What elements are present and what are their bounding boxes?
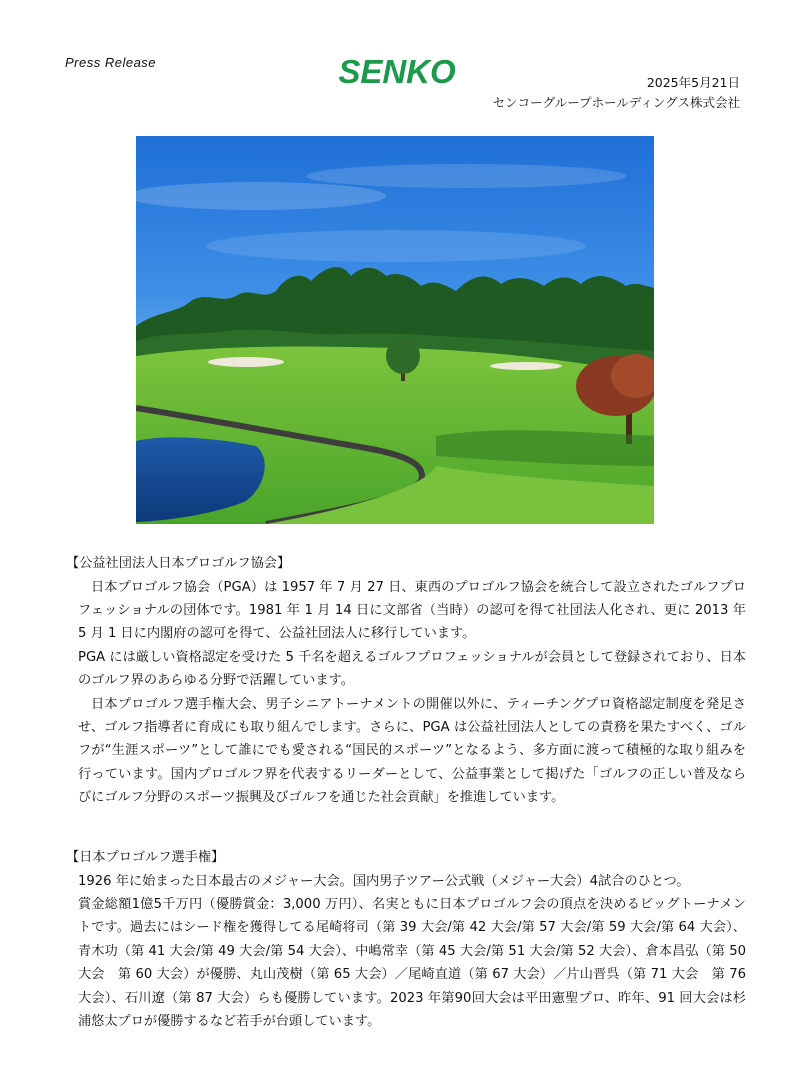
section-championship (66, 846, 746, 1033)
senko-logo (328, 52, 466, 92)
section-title: 【日本プロゴルフ選手権】 (66, 850, 225, 865)
press-release-label: Press Release (65, 55, 157, 70)
paragraph: 1926 年に始まった日本最古のメジャー大会。国内男子ツアー公式戦（メジャー大会）4試合のひとつ。 (78, 873, 690, 889)
paragraph: 日本プロゴルフ協会（PGA）は 1957 年 7 月 27 日、東西のプロゴルフ協会を統合して設立されたゴルフプロフェッショナルの団体です。1981 年 1 月 14 日に文部省（当時）の認可を得て社団法人化され、更に 2013 年 5 月 1 日に内閣府の認可を得て、公益社団法人に移行しています。 (78, 579, 746, 642)
logo-text: SENKO (338, 53, 456, 90)
golf-course-photo (136, 136, 654, 524)
paragraph: 賞金総額1億5千万円（優勝賞金：3,000 万円）、名実ともに日本プロゴルフ会の頂点を決めるビッグトーナメントです。過去にはシード権を獲得してる尾崎将司（第 39 大会/第 42 大会/第 57 大会/第 59 大会/第 64 大会）、青木功（第 41 大会/第 49 大会/第 54 大会）、中嶋常幸（第 45 大会/第 51 大会/第 52 大会）、倉本昌弘（第 50 大会 第 60 大会）が優勝、丸山茂樹（第 65 大会）／尾崎直道（第 67 大会）／片山晋呉（第 71 大会 第 76 大会）、石川遼（第 87 大会）らも優勝しています。2023 年第90回大会は平田憲聖プロ、昨年、91 回大会は杉浦悠太プロが優勝するなど若手が台頭しています。 (78, 896, 746, 1029)
company-name: センコーグループホールディングス株式会社 (492, 95, 740, 110)
release-date: 2025年5月21日 (646, 75, 740, 90)
section-pga (66, 552, 746, 810)
paragraph: PGA には厳しい資格認定を受けた 5 千名を超えるゴルフプロフェッショナルが会員として登録されており、日本のゴルフ界のあらゆる分野で活躍しています。 (78, 649, 746, 689)
section-title: 【公益社団法人日本プロゴルフ協会】 (66, 556, 291, 571)
paragraph: 日本プロゴルフ選手権大会、男子シニアトーナメントの開催以外に、ティーチングプロ資格認定制度を発足させ、ゴルフ指導者に育成にも取り組んでします。さらに、PGA は公益社団法人としての責務を果たすべく、ゴルフが“生涯スポーツ”として誰にでも愛される“国民的スポーツ”となるよう、多方面に渡って積極的な取り組みを行っています。国内プロゴルフ界を代表するリーダーとして、公益事業として掲げた「ゴルフの正しい普及ならびにゴルフ分野のスポーツ振興及びゴルフを通じた社会貢献」を推進しています。 (78, 696, 746, 806)
